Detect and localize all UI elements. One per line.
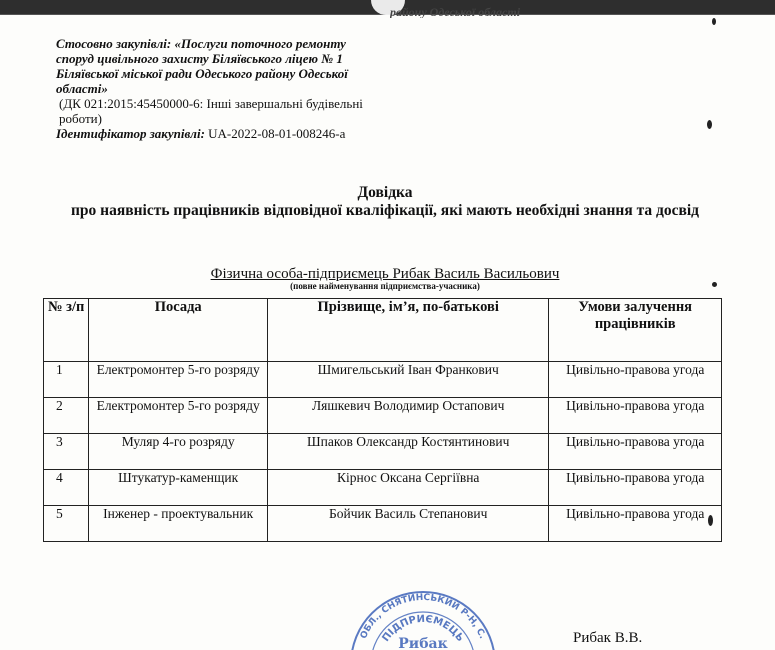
svg-text:ОБЛ., СНЯТИНСЬКИЙ Р-Н, С.: ОБЛ., СНЯТИНСЬКИЙ Р-Н, С.	[358, 592, 488, 641]
table-row	[44, 362, 722, 398]
signature-name: Рибак В.В.	[573, 630, 643, 646]
row-conditions: Цивільно-правова угода	[549, 434, 722, 470]
entity-name: Фізична особа-підприємець Рибак Василь Васильович	[210, 266, 560, 282]
row-number: 2	[44, 398, 89, 434]
header-position: Посада	[89, 299, 268, 362]
row-number: 4	[44, 470, 89, 506]
row-full-name: Кірнос Оксана Сергіївна	[267, 470, 548, 506]
row-full-name: Шпаков Олександр Костянтинович	[267, 434, 548, 470]
row-conditions: Цивільно-правова угода	[549, 362, 722, 398]
row-conditions: Цивільно-правова угода	[549, 470, 722, 506]
row-number: 1	[44, 362, 89, 398]
entity-block	[40, 265, 730, 291]
procurement-identifier	[56, 126, 376, 141]
subject-text: «Послуги поточного ремонту споруд цивільного захисту Біляївського ліцею № 1 Біляївської міської ради Одеського району Одеської області»	[56, 36, 348, 96]
scan-speck	[707, 120, 712, 129]
row-position: Електромонтер 5-го розряду	[89, 398, 268, 434]
svg-text:Рибак: Рибак	[398, 636, 448, 650]
identifier-label: Ідентифікатор закупівлі:	[56, 126, 205, 141]
table-row	[44, 398, 722, 434]
row-full-name: Бойчик Василь Степанович	[267, 506, 548, 542]
row-position: Електромонтер 5-го розряду	[89, 362, 268, 398]
stamp-seal-icon	[348, 588, 498, 650]
row-conditions: Цивільно-правова угода	[549, 506, 722, 542]
row-full-name: Ляшкевич Володимир Остапович	[267, 398, 548, 434]
document-subtitle: про наявність працівників відповідної кваліфікації, які мають необхідні знання та досвід	[70, 202, 700, 219]
header-number: № з/п	[44, 299, 89, 362]
staff-table	[43, 298, 722, 542]
viewer-top-bar	[0, 0, 775, 15]
table-row	[44, 506, 722, 542]
procurement-info	[56, 36, 376, 141]
scan-speck	[708, 515, 713, 526]
cut-header-text: району Одеської області	[390, 5, 521, 18]
row-full-name: Шмигельський Іван Франкович	[267, 362, 548, 398]
document-title-block	[40, 184, 730, 220]
subject-label: Стосовно закупівлі:	[56, 36, 172, 51]
row-number: 3	[44, 434, 89, 470]
row-position: Муляр 4-го розряду	[89, 434, 268, 470]
scan-speck	[712, 282, 717, 287]
row-position: Інженер - проектувальник	[89, 506, 268, 542]
table-header-row	[44, 299, 722, 362]
scan-speck	[712, 18, 716, 25]
entity-note: (повне найменування підприємства-учасника)	[290, 281, 480, 291]
header-conditions: Умови залучення працівників	[549, 299, 722, 362]
table-row	[44, 470, 722, 506]
row-position: Штукатур-каменщик	[89, 470, 268, 506]
document-title: Довідка	[357, 184, 413, 201]
identifier-value: UA-2022-08-01-008246-a	[208, 126, 346, 141]
row-conditions: Цивільно-правова угода	[549, 398, 722, 434]
table-row	[44, 434, 722, 470]
row-number: 5	[44, 506, 89, 542]
dk-code: (ДК 021:2015:45450000-6: Інші завершальні будівельні роботи)	[59, 96, 363, 126]
procurement-subject	[56, 36, 376, 96]
header-full-name: Прізвище, ім’я, по-батькові	[267, 299, 548, 362]
svg-text:ПІДПРИЄМЕЦЬ: ПІДПРИЄМЕЦЬ	[380, 613, 466, 644]
